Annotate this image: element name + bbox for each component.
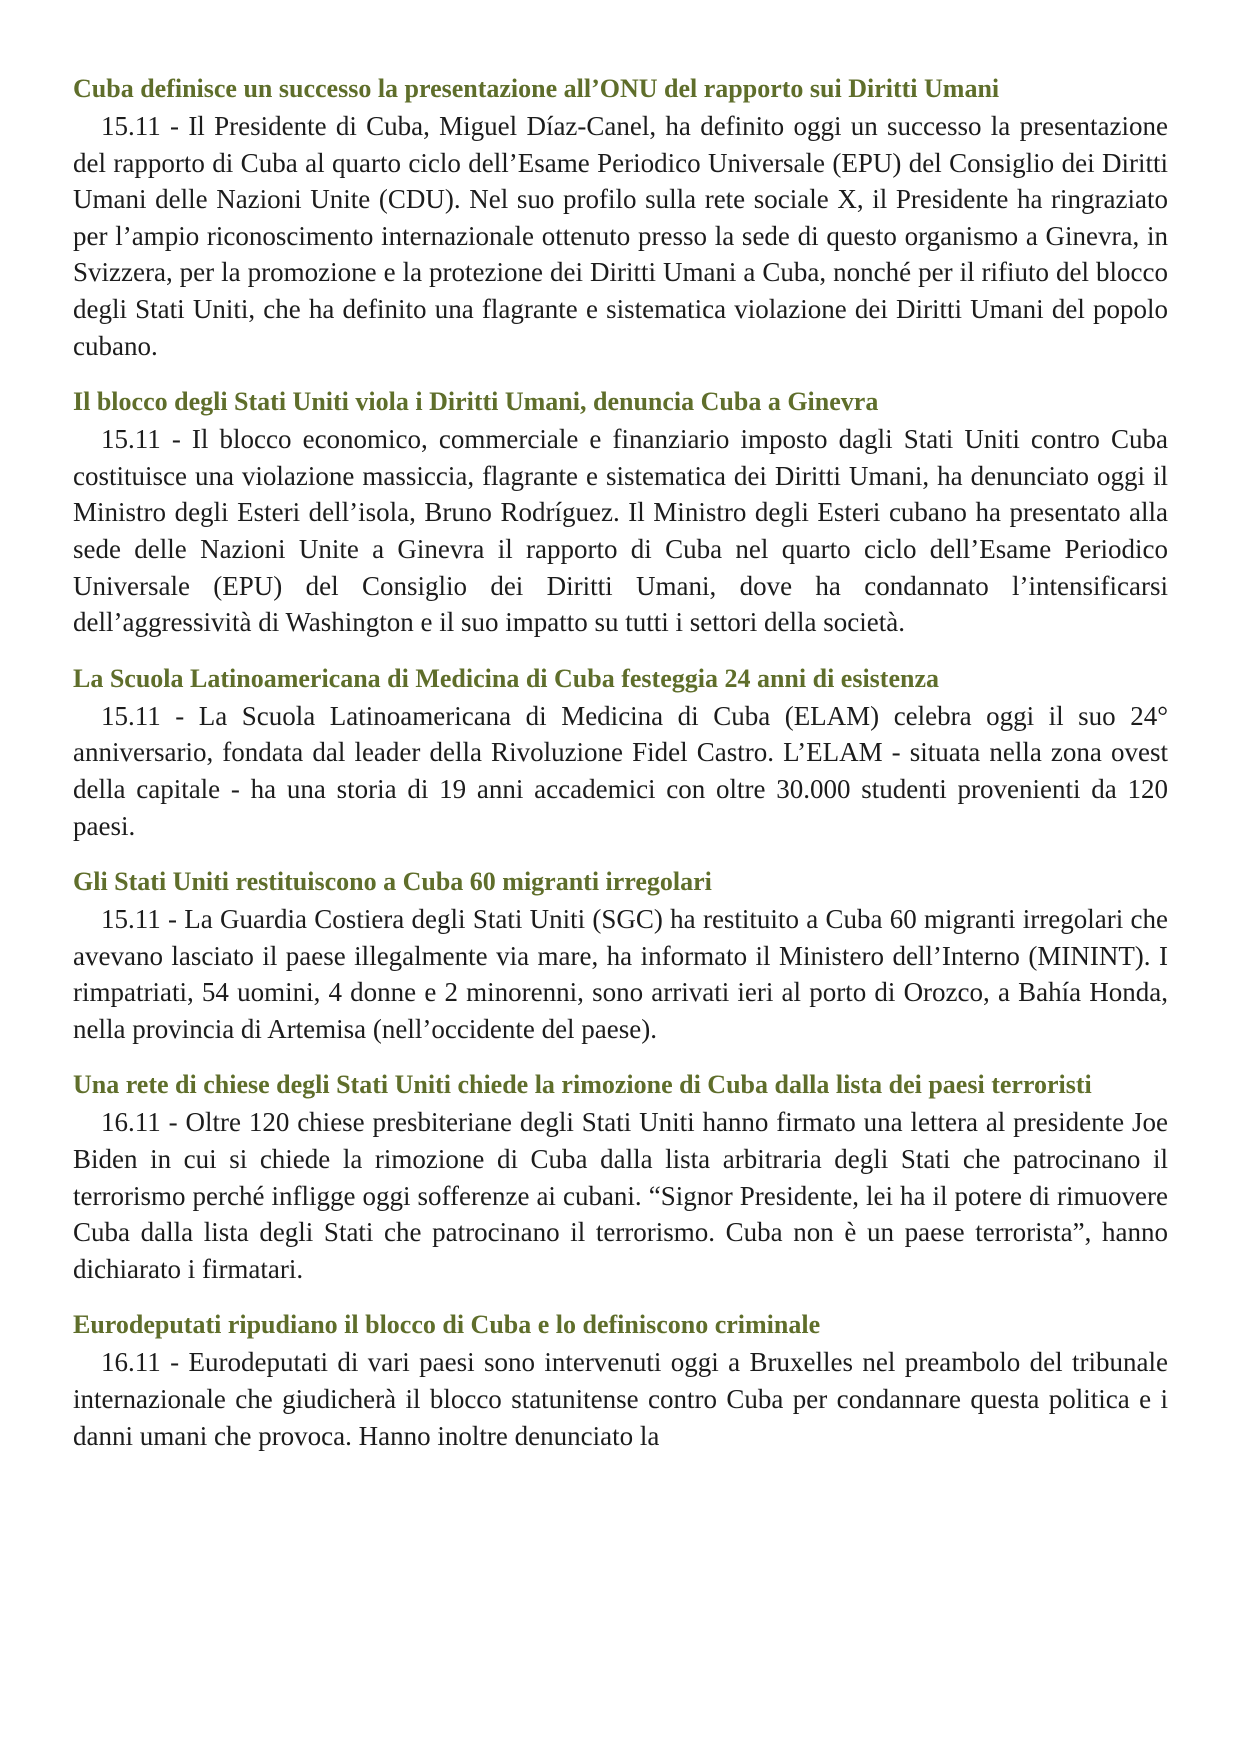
article-body: 15.11 - La Scuola Latinoamericana di Medicina di Cuba (ELAM) celebra oggi il suo 24° anniversario, fondata dal leader della Rivoluzione Fidel Castro. L’ELAM - situata nella zona ovest della capitale - ha una storia di 19 anni accademici con oltre 30.000 studenti provenienti da 120 paesi. xyxy=(73,700,1168,841)
article-blocco-ginevra xyxy=(73,383,1168,641)
article-body: 16.11 - Oltre 120 chiese presbiteriane degli Stati Uniti hanno firmato una lettera al presidente Joe Biden in cui si chiede la rimozione di Cuba dalla lista arbitraria degli Stati che patrocinano il terrorismo perché infligge oggi sofferenze ai cubani. “Signor Presidente, lei ha il potere di rimuovere Cuba dalla lista degli Stati che patrocinano il terrorismo. Cuba non è un paese terrorista”, hanno dichiarato i firmatari. xyxy=(73,1107,1168,1284)
article-body: 15.11 - Il blocco economico, commerciale e finanziario imposto dagli Stati Uniti contro Cuba costituisce una violazione massiccia, flagrante e sistematica dei Diritti Umani, ha denunciato oggi il Ministro degli Esteri dell’isola, Bruno Rodríguez. Il Ministro degli Esteri cubano ha presentato alla sede delle Nazioni Unite a Ginevra il rapporto di Cuba nel quarto ciclo dell’Esame Periodico Universale (EPU) del Consiglio dei Diritti Umani, dove ha condannato l’intensificarsi dell’aggressività di Washington e il suo impatto su tutti i settori della società. xyxy=(73,424,1168,638)
article-diaz-canel-onu xyxy=(73,70,1168,364)
article-headline: Il blocco degli Stati Uniti viola i Diritti Umani, denuncia Cuba a Ginevra xyxy=(73,387,879,417)
article-headline: La Scuola Latinoamericana di Medicina di Cuba festeggia 24 anni di esistenza xyxy=(73,663,939,693)
article-headline: Gli Stati Uniti restituiscono a Cuba 60 migranti irregolari xyxy=(73,867,712,897)
article-elam xyxy=(73,660,1168,844)
article-headline: Cuba definisce un successo la presentazione all’ONU del rapporto sui Diritti Umani xyxy=(73,74,1000,103)
news-page xyxy=(73,70,1168,1473)
article-body: 15.11 - Il Presidente di Cuba, Miguel Díaz-Canel, ha definito oggi un successo la presentazione del rapporto di Cuba al quarto ciclo dell’Esame Periodico Universale (EPU) del Consiglio dei Diritti Umani delle Nazioni Unite (CDU). Nel suo profilo sulla rete sociale X, il Presidente ha ringraziato per l’ampio riconoscimento internazionale ottenuto presso la sede di questo organismo a Ginevra, in Svizzera, per la promozione e la protezione dei Diritti Umani a Cuba, nonché per il rifiuto del blocco degli Stati Uniti, che ha definito una flagrante e sistematica violazione dei Diritti Umani del popolo cubano. xyxy=(73,111,1168,361)
article-body: 15.11 - La Guardia Costiera degli Stati Uniti (SGC) ha restituito a Cuba 60 migranti irregolari che avevano lasciato il paese illegalmente via mare, ha informato il Ministero dell’Interno (MININT). I rimpatriati, 54 uomini, 4 donne e 2 minorenni, sono arrivati ieri al porto di Orozco, a Bahía Honda, nella provincia di Artemisa (nell’occidente del paese). xyxy=(73,904,1168,1044)
article-headline: Una rete di chiese degli Stati Uniti chiede la rimozione di Cuba dalla lista dei paesi terroristi xyxy=(73,1070,1092,1100)
article-headline: Eurodeputati ripudiano il blocco di Cuba e lo definiscono criminale xyxy=(73,1310,821,1340)
article-chiese-lista-terroristi xyxy=(73,1066,1168,1287)
article-eurodeputati xyxy=(73,1306,1168,1454)
article-migranti xyxy=(73,863,1168,1047)
article-body: 16.11 - Eurodeputati di vari paesi sono intervenuti oggi a Bruxelles nel preambolo del tribunale internazionale che giudicherà il blocco statunitense contro Cuba per condannare questa politica e i danni umani che provoca. Hanno inoltre denunciato la xyxy=(73,1347,1168,1451)
